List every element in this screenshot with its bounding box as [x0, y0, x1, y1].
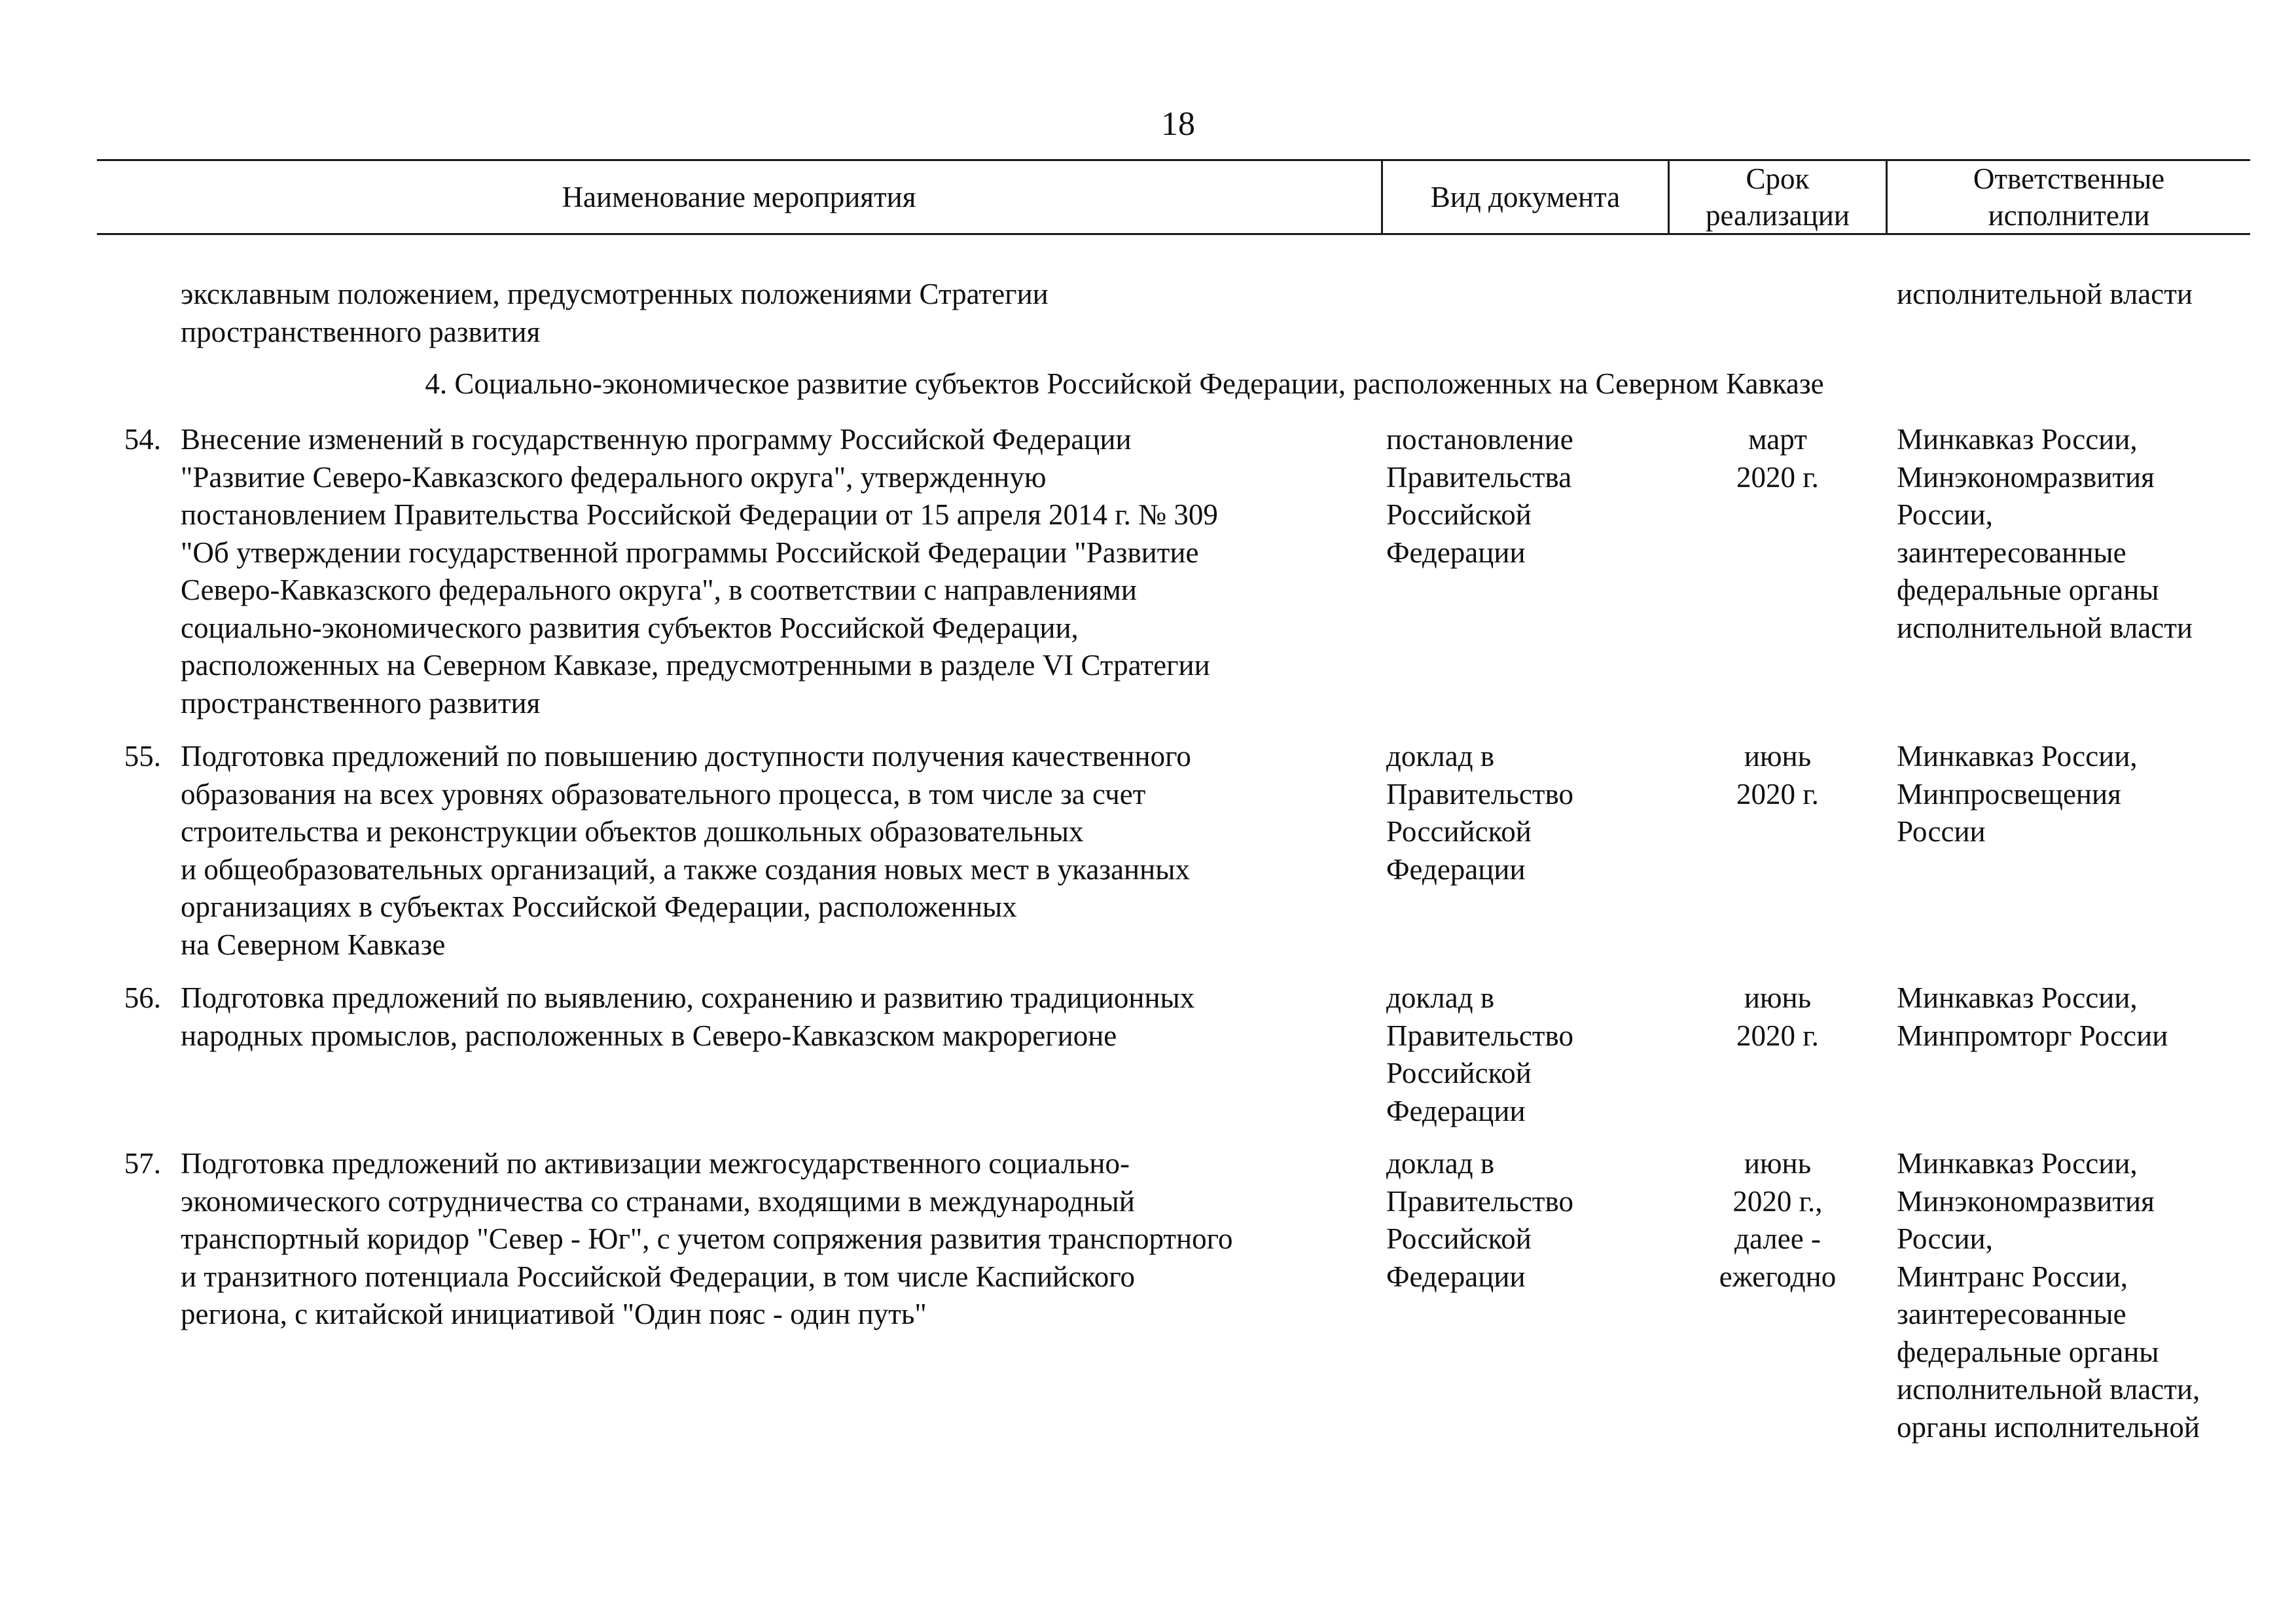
- section-title: 4. Социально-экономическое развитие субъектов Российской Федерации, расположенных на Северном Кавказе: [425, 367, 1824, 400]
- row-name: Внесение изменений в государственную программу Российской Федерации "Развитие Северо-Кавказского федерального округа", утвержденную постановлением Правительства Российской Федерации от 15 апреля 2014 г. № 309 "Об утверждении государственной программы Российской Федерации "Развитие Северо-Кавказского федерального округа", в соответствии с направлениями социально-экономического развития субъектов Российской Федерации, расположенных на Северном Кавказе, предусмотренными в разделе VI Стратегии пространственного развития: [181, 423, 1218, 720]
- row-number: 54.: [124, 423, 161, 456]
- column-header-deadline: Срок реализации: [1706, 162, 1850, 232]
- row-name: Подготовка предложений по повышению доступности получения качественного образования на всех уровнях образовательного процесса, в том числе за счет строительства и реконструкции объектов дошкольных образовательных и общеобразовательных организаций, а также создания новых мест в указанных организациях в субъектах Российской Федерации, расположенных на Северном Кавказе: [181, 740, 1191, 961]
- row-name: Подготовка предложений по активизации межгосударственного социально- экономического сотрудничества со странами, входящими в международный транспортный коридор "Север - Юг", с учетом сопряжения развития транспортного и транзитного потенциала Российской Федерации, в том числе Каспийского региона, с китайской инициативой "Один пояс - один путь": [181, 1147, 1233, 1330]
- continuation-name: эксклавным положением, предусмотренных положениями Стратегии пространственного развития: [181, 278, 1049, 348]
- row-responsible: Минкавказ России, Минпросвещения России: [1897, 740, 2138, 848]
- row-responsible: Минкавказ России, Минэкономразвития России, Минтранс России, заинтересованные федеральные органы исполнительной власти, органы исполнительной: [1897, 1147, 2200, 1444]
- row-doc-type: постановление Правительства Российской Федерации: [1386, 423, 1573, 569]
- row-number: 57.: [124, 1147, 161, 1180]
- table-header-bottom-rule: [97, 233, 2250, 235]
- row-doc-type: доклад в Правительство Российской Федерации: [1386, 740, 1573, 886]
- row-name: Подготовка предложений по выявлению, сохранению и развитию традиционных народных промыслов, расположенных в Северо-Кавказском макрорегионе: [181, 981, 1195, 1052]
- row-deadline: июнь 2020 г.: [1736, 981, 1819, 1052]
- column-header-responsible: Ответственные исполнители: [1973, 162, 2165, 232]
- row-deadline: март 2020 г.: [1736, 423, 1819, 494]
- continuation-responsible: исполнительной власти: [1897, 278, 2193, 310]
- column-header-name: Наименование мероприятия: [562, 181, 916, 213]
- column-header-doc-type: Вид документа: [1430, 181, 1621, 213]
- page-number: 18: [1161, 105, 1195, 143]
- row-doc-type: доклад в Правительство Российской Федерации: [1386, 981, 1573, 1127]
- row-deadline: июнь 2020 г., далее - ежегодно: [1719, 1147, 1837, 1293]
- row-responsible: Минкавказ России, Минпромторг России: [1897, 981, 2168, 1052]
- row-responsible: Минкавказ России, Минэкономразвития России, заинтересованные федеральные органы исполнительной власти: [1897, 423, 2193, 644]
- row-deadline: июнь 2020 г.: [1736, 740, 1819, 811]
- row-doc-type: доклад в Правительство Российской Федерации: [1386, 1147, 1573, 1293]
- row-number: 55.: [124, 740, 161, 773]
- row-number: 56.: [124, 981, 161, 1014]
